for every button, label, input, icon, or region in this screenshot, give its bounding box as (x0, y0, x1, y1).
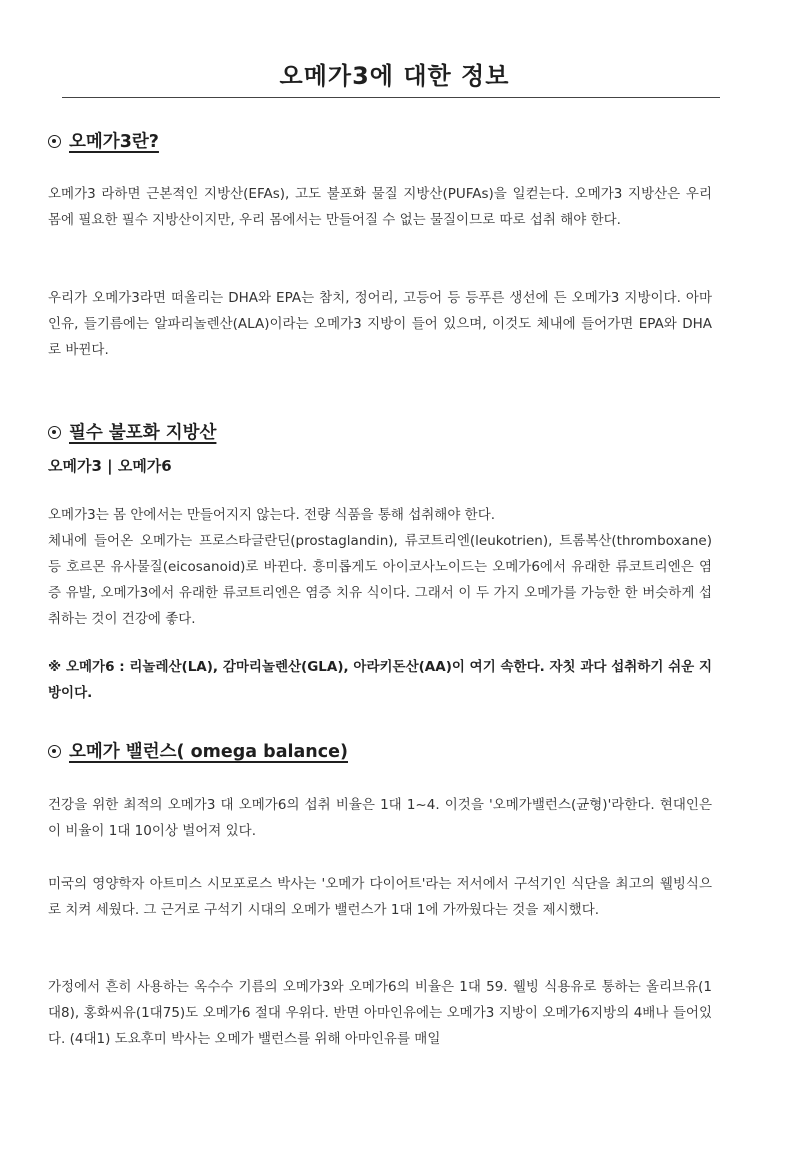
circle-bullet-icon (48, 135, 61, 148)
circle-bullet-icon (48, 426, 61, 439)
section-heading-text: 오메가 밸런스( omega balance) (69, 742, 349, 762)
paragraph: 오메가3 라하면 근본적인 지방산(EFAs), 고도 불포화 물질 지방산(PUFAs)을 일컫는다. 오메가3 지방산은 우리 몸에 필요한 필수 지방산이지만, 우리 몸에서는 만들어질 수 없는 물질이므로 따로 섭취 해야 한다. (48, 186, 712, 228)
document-title: 오메가3에 대한 정보 (279, 62, 510, 90)
section-heading-text: 오메가3란? (69, 132, 159, 152)
paragraph: 가정에서 흔히 사용하는 옥수수 기름의 오메가3와 오메가6의 비율은 1대 59. 웰빙 식용유로 통하는 올리브유(1대8), 홍화씨유(1대75)도 오메가6 절대 우위다. 반면 아마인유에는 오메가3 지방이 오메가6지방의 4배나 들어있다. (4대1) 도요후미 박사는 오메가 밸런스를 위해 아마인유를 매일 (48, 979, 712, 1047)
section-heading-omega-balance (48, 738, 348, 763)
section-heading-essential-fatty-acids (48, 419, 216, 444)
section-heading-omega3 (48, 128, 159, 153)
paragraph: 건강을 위한 최적의 오메가3 대 오메가6의 섭취 비율은 1대 1~4. 이것을 '오메가밸런스(균형)'라한다. 현대인은 이 비율이 1대 10이상 벌어져 있다. (48, 797, 712, 839)
paragraph: 체내에 들어온 오메가는 프로스타글란딘(prostaglandin), 류코트리엔(leukotrien), 트롬복산(thromboxane) 등 호르몬 유사물질(eicosanoid)로 바뀐다. 흥미롭게도 아이코사노이드는 오메가6에서 유래한 류코트리엔은 염증 유발, 오메가3에서 유래한 류코트리엔은 염증 치유 식이다. 그래서 이 두 가지 오메가를 가능한 한 버슷하게 섭취하는 것이 건강에 좋다. (48, 533, 712, 627)
note-omega6: ※ 오메가6 : 리놀레산(LA), 감마리놀렌산(GLA), 아라키돈산(AA)이 여기 속한다. 자칫 과다 섭취하기 쉬운 지방이다. (48, 659, 712, 701)
paragraph: 우리가 오메가3라면 떠올리는 DHA와 EPA는 참치, 정어리, 고등어 등 등푸른 생선에 든 오메가3 지방이다. 아마인유, 들기름에는 알파리놀렌산(ALA)이라는 오메가3 지방이 들어 있으며, 이것도 체내에 들어가면 EPA와 DHA로 바뀐다. (48, 290, 712, 358)
paragraph: 오메가3는 몸 안에서는 만들어지지 않는다. 전량 식품을 통해 섭취해야 한다. (48, 507, 496, 523)
section-heading-text: 필수 불포화 지방산 (69, 423, 217, 443)
section-subheading: 오메가3 | 오메가6 (48, 457, 172, 475)
paragraph: 미국의 영양학자 아트미스 시모포로스 박사는 '오메가 다이어트'라는 저서에서 구석기인 식단을 최고의 웰빙식으로 치켜 세웠다. 그 근거로 구석기 시대의 오메가 밸런스가 1대 1에 가까웠다는 것을 제시했다. (48, 876, 712, 918)
title-divider (62, 97, 720, 98)
circle-bullet-icon (48, 745, 61, 758)
